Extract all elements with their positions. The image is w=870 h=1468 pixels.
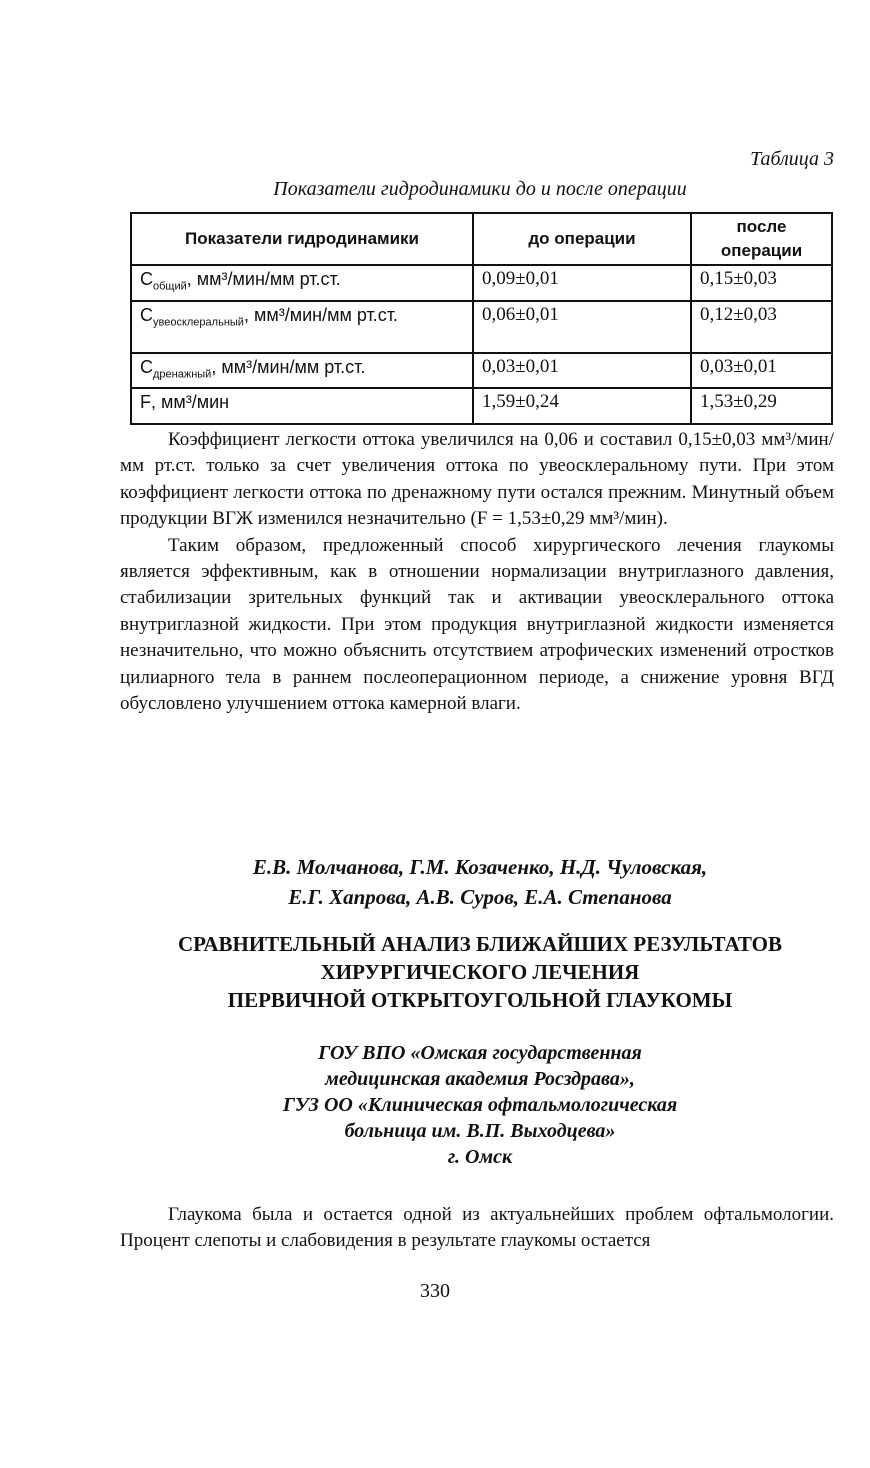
authors-line-1: Е.В. Молчанова, Г.М. Козаченко, Н.Д. Чуловская, [252, 855, 708, 879]
after-value: 0,12±0,03 [691, 301, 832, 353]
table-caption: Показатели гидродинамики до и после операции [273, 178, 687, 200]
article-title-line-3: ПЕРВИЧНОЙ ОТКРЫТОУГОЛЬНОЙ ГЛАУКОМЫ [227, 988, 733, 1012]
before-value: 0,06±0,01 [473, 301, 691, 353]
hydrodynamics-table [130, 212, 833, 425]
indicator-cell: F, мм³/мин [131, 388, 473, 424]
affiliation-line-2: медицинская академия Росздрава», [325, 1068, 635, 1090]
paragraph-conclusion: Таким образом, предложенный способ хирургического лечения глаукомы является эффективным, как в отношении нормализации внутриглазного давления, стабилизации зрительных функций так и активации увеосклерального оттока внутриглазной жидкости. При этом продукция внутриглазной жидкости изменяется незначительно, что можно объяснить отсутствием атрофических изменений отростков цилиарного тела в раннем послеоперационном периоде, а снижение уровня ВГД обусловлено улучшением оттока камерной влаги. [120, 534, 834, 715]
after-value: 0,03±0,01 [691, 353, 832, 389]
header-after: после операции [691, 213, 832, 265]
paragraph-intro: Глаукома была и остается одной из актуальнейших проблем офтальмологии. Процент слепоты и слабовидения в результате глаукомы остается [120, 1204, 834, 1252]
authors [130, 852, 830, 912]
affiliation-line-3: ГУЗ ОО «Клиническая офтальмологическая [282, 1094, 678, 1116]
affiliation-city: г. Омск [447, 1146, 513, 1168]
header-indicator: Показатели гидродинамики [131, 213, 473, 265]
indicator-cell: $C_{общий}$, мм³/мин/мм рт.ст. [131, 265, 473, 301]
affiliation-line-1: ГОУ ВПО «Омская государственная [318, 1042, 642, 1064]
before-value: 0,09±0,01 [473, 265, 691, 301]
table-row [131, 301, 832, 353]
table-row [131, 353, 832, 389]
before-value: 0,03±0,01 [473, 353, 691, 389]
indicator-cell: $C_{дренажный}$, мм³/мин/мм рт.ст. [131, 353, 473, 389]
table-row [131, 388, 832, 424]
paragraph-coefficient: Коэффициент легкости оттока увеличился на 0,06 и составил 0,15±0,03 мм³/мин/мм рт.ст. только за счет увеличения оттока по увеосклеральному пути. При этом коэффициент легкости оттока по дренажному пути остался прежним. Минутный объем продукции ВГЖ изменился незначительно (F = 1,53±0,29 мм³/мин). [120, 429, 834, 530]
body-text [120, 427, 834, 717]
indicator-cell: $C_{увеосклеральный}$, мм³/мин/мм рт.ст. [131, 301, 473, 353]
before-value: 1,59±0,24 [473, 388, 691, 424]
table-row [131, 265, 832, 301]
authors-line-2: Е.Г. Хапрова, А.В. Суров, Е.А. Степанова [288, 885, 672, 909]
affiliation-line-4: больница им. В.П. Выходцева» [344, 1120, 616, 1142]
after-value: 1,53±0,29 [691, 388, 832, 424]
page-number: 330 [420, 1280, 450, 1302]
article-title-line-2: ХИРУРГИЧЕСКОГО ЛЕЧЕНИЯ [320, 960, 640, 984]
article-title-line-1: СРАВНИТЕЛЬНЫЙ АНАЛИЗ БЛИЖАЙШИХ РЕЗУЛЬТАТОВ [178, 932, 782, 956]
after-value: 0,15±0,03 [691, 265, 832, 301]
header-before: до операции [473, 213, 691, 265]
affiliation [130, 1040, 830, 1170]
article-title [130, 930, 830, 1014]
table-label: Таблица 3 [750, 148, 834, 170]
intro-text [120, 1202, 834, 1255]
